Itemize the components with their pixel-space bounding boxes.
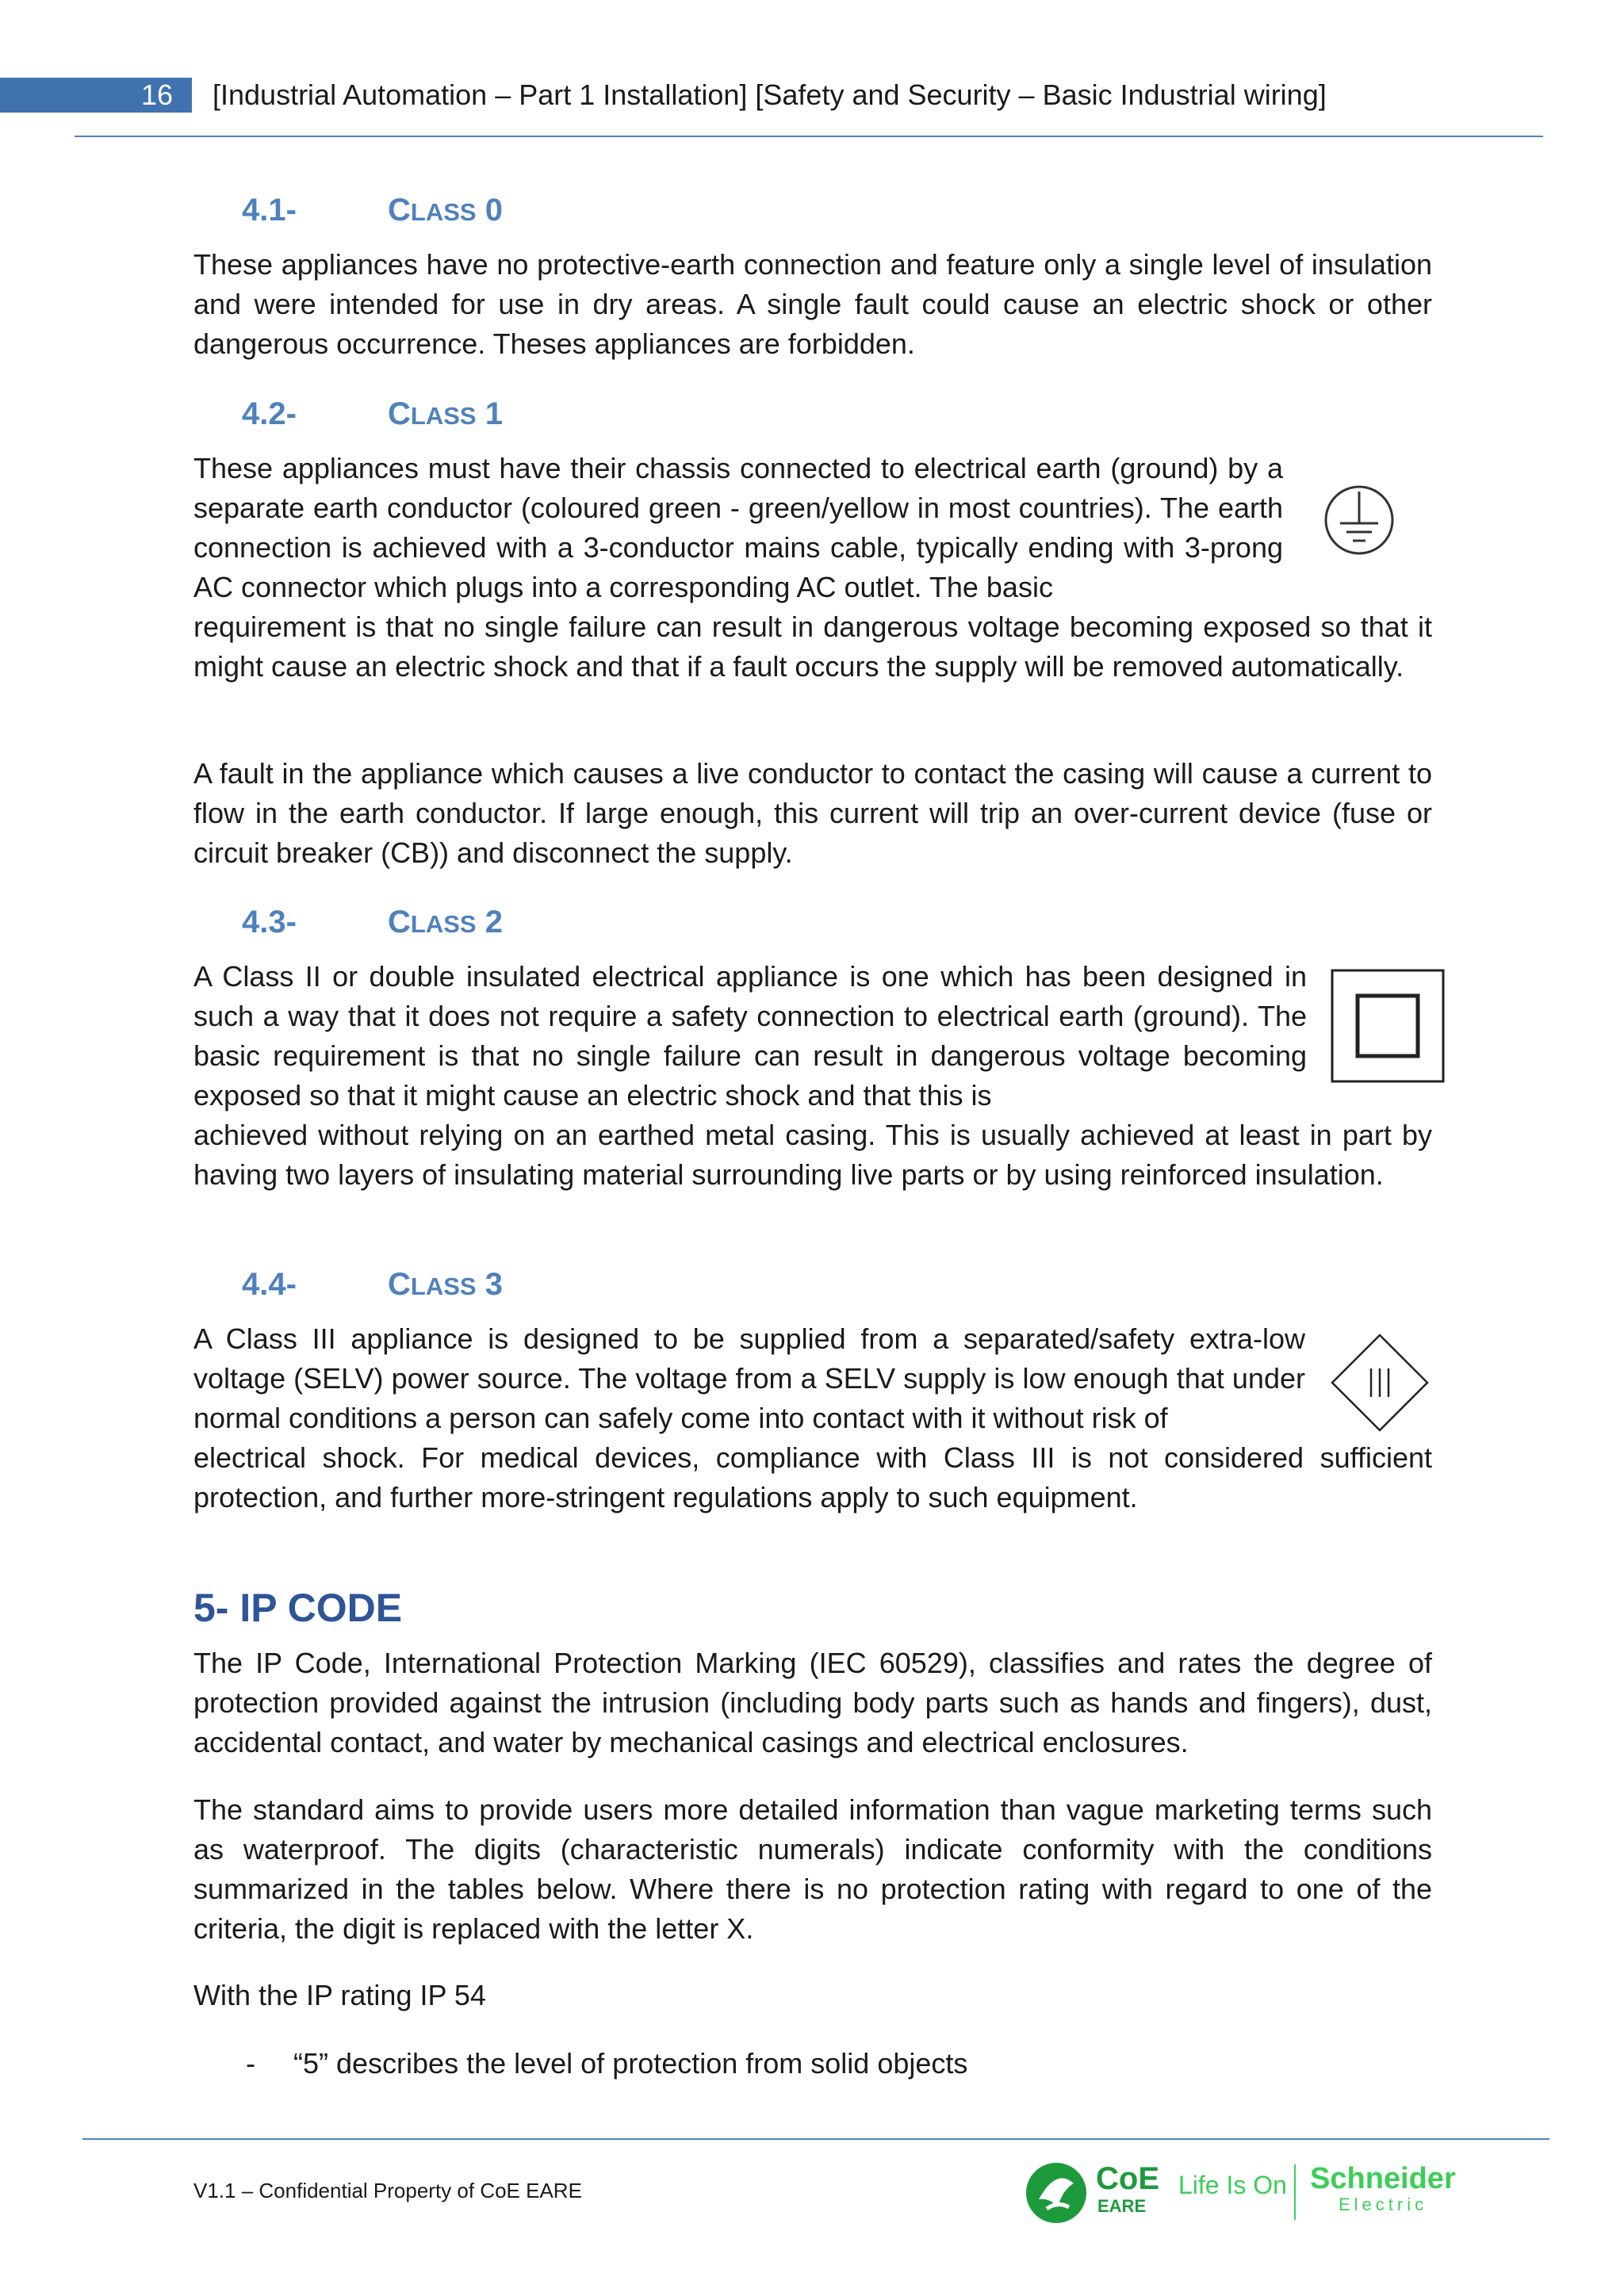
ip-code-paragraph-rating: With the IP rating IP 54	[193, 1979, 486, 2011]
schneider-logo-text: Schneider	[1310, 2162, 1456, 2195]
class-1-paragraph-intro: These appliances must have their chassis connected to electrical earth (ground) by a separate earth conductor (coloured green - green/yellow in most countries). The earth connection is achieved with a 3-conductor mains cable, typically ending with 3-prong AC connector which plugs into a corresponding AC outlet. The basic	[193, 452, 1283, 603]
section-label-initial: C	[388, 396, 411, 431]
section-heading-class-3	[242, 1265, 503, 1307]
section-heading-class-1	[242, 394, 503, 436]
protective-earth-icon	[1323, 484, 1396, 557]
section-label-rest: LASS	[410, 910, 477, 938]
double-insulation-icon	[1331, 969, 1445, 1083]
section-label-digit: 2	[485, 905, 503, 939]
class-2-paragraph-intro: A Class II or double insulated electrical appliance is one which has been designed in such a way that it does not require a safety connection to electrical earth (ground). The basic requirement is that no single failure can result in dangerous voltage becoming exposed so that it might cause an electric shock and that this is	[193, 960, 1307, 1112]
header-divider	[75, 136, 1543, 137]
class-3-icon	[1329, 1332, 1431, 1433]
ip-code-paragraph-standard: The standard aims to provide users more detailed information than vague marketing terms such as waterproof. The digits (characteristic numerals) indicate conformity with the conditions summarized in the tables below. Where there is no protection rating with regard to one of the criteria, the digit is replaced with the letter X.	[193, 1793, 1432, 1945]
eare-logo-text: EARE	[1097, 2196, 1147, 2216]
section-label-initial: C	[388, 193, 411, 228]
section-label-digit: 1	[485, 396, 503, 431]
section-number: 4.4-	[242, 1267, 297, 1302]
ip-code-heading: 5- IP CODE	[193, 1586, 403, 1630]
section-label-digit: 3	[485, 1267, 503, 1302]
bullet-marker: -	[246, 2047, 255, 2080]
class-0-paragraph: These appliances have no protective-earth connection and feature only a single level of insulation and were intended for use in dry areas. A single fault could cause an electric shock or other dangerous occurrence. Theses appliances are forbidden.	[193, 248, 1432, 360]
header-title: [Industrial Automation – Part 1 Installation] [Safety and Security – Basic Industrial wiring]	[213, 78, 1327, 111]
class-3-paragraph-intro: A Class III appliance is designed to be supplied from a separated/safety extra-low voltage (SELV) power source. The voltage from a SELV supply is low enough that under normal conditions a person can safely come into contact with it without risk of	[193, 1322, 1305, 1434]
section-label-rest: LASS	[410, 1272, 477, 1300]
section-label-initial: C	[388, 905, 411, 939]
section-heading-class-0	[242, 190, 503, 232]
section-label-digit: 0	[485, 193, 503, 228]
footer-divider	[82, 2138, 1549, 2140]
section-number: 4.2-	[242, 396, 297, 431]
logo-divider	[1294, 2164, 1296, 2220]
ip-code-paragraph-intro: The IP Code, International Protection Marking (IEC 60529), classifies and rates the degree of protection provided against the intrusion (including body parts such as hands and fingers), dust, accidental contact, and water by mechanical casings and electrical enclosures.	[193, 1647, 1432, 1758]
section-label-rest: LASS	[410, 198, 477, 226]
footer-text: V1.1 – Confidential Property of CoE EARE	[193, 2179, 582, 2202]
section-number: 4.3-	[242, 905, 297, 939]
section-heading-class-2	[242, 902, 503, 944]
coe-logo-text: CoE	[1096, 2161, 1159, 2196]
coe-leaf-logo-icon	[1023, 2160, 1090, 2226]
page-number: 16	[0, 78, 192, 113]
life-is-on-tagline: Life Is On	[1178, 2171, 1287, 2199]
list-item	[246, 2044, 967, 2084]
electric-logo-text: Electric	[1339, 2195, 1428, 2214]
section-label-initial: C	[388, 1267, 411, 1302]
class-3-paragraph-continued: electrical shock. For medical devices, compliance with Class III is not considered sufficient protection, and further more-stringent regulations apply to such equipment.	[193, 1441, 1432, 1513]
class-1-paragraph-fault: A fault in the appliance which causes a live conductor to contact the casing will cause a current to flow in the earth conductor. If large enough, this current will trip an over-current device (fuse or circuit breaker (CB)) and disconnect the supply.	[193, 757, 1432, 869]
section-label-rest: LASS	[410, 402, 477, 430]
section-number: 4.1-	[242, 193, 297, 228]
bullet-text: “5” describes the level of protection from solid objects	[293, 2047, 968, 2080]
class-2-paragraph-continued: achieved without relying on an earthed metal casing. This is usually achieved at least in part by having two layers of insulating material surrounding live parts or by using reinforced insulation.	[193, 1119, 1432, 1191]
footer-logos	[1023, 2156, 1467, 2228]
class-1-paragraph-continued: requirement is that no single failure can result in dangerous voltage becoming exposed so that it might cause an electric shock and that if a fault occurs the supply will be removed automatically.	[193, 610, 1432, 683]
